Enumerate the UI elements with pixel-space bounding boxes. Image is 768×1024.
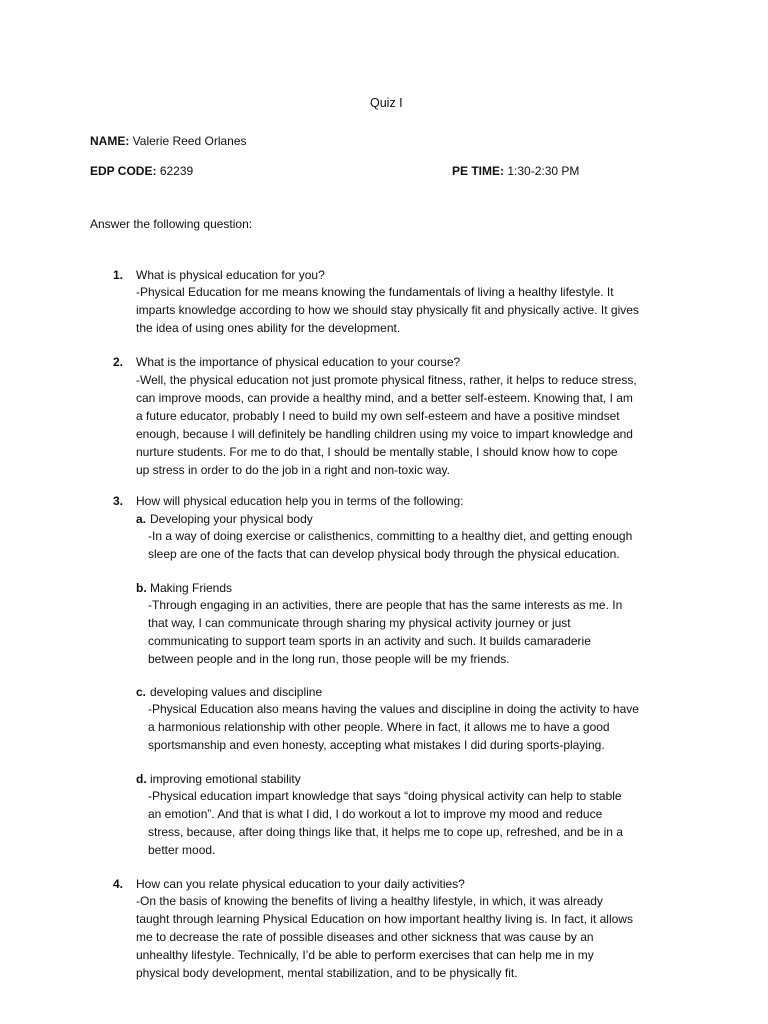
instruction-text: Answer the following question: [90,217,253,231]
answer-block [148,527,632,563]
name-value: Valerie Reed Orlanes [132,134,247,148]
answer-line: the idea of using ones ability for the development. [136,321,401,335]
answer-line: -On the basis of knowing the benefits of living a healthy lifestyle, in which, it was already [136,894,603,908]
sub-heading: Making Friends [150,581,233,595]
sub-heading: Developing your physical body [150,512,313,526]
edp-label: EDP CODE: [90,164,157,178]
name-row [90,132,247,150]
question-number: 3. [113,494,124,508]
answer-line: -Physical Education also means having the values and discipline in doing the activity to have [148,702,639,716]
pe-time-value: 1:30-2:30 PM [507,164,580,178]
question-text: How will physical education help you in terms of the following: [136,494,464,508]
sub-letter: b. [136,581,147,595]
question-text: What is physical education for you? [136,268,325,282]
question-number: 2. [113,355,124,369]
answer-line: enough, because I will definitely be handling children using my voice to impart knowledge and [136,427,633,441]
sub-letter: a. [136,512,147,526]
question-number: 4. [113,877,124,891]
answer-line: taught through learning Physical Education on how important healthy living is. In fact, it allows [136,912,633,926]
answer-block [148,596,622,668]
answer-line: a harmonious relationship with other people. Where in fact, it allows me to have a good [148,720,610,734]
pe-time-row [452,162,579,180]
answer-block [136,283,639,337]
question-text: What is the importance of physical education to your course? [136,355,461,369]
answer-block [148,700,639,754]
page-title: Quiz I [370,96,403,110]
answer-line: can improve moods, can provide a healthy mind, and a better self-esteem. Knowing that, I am [136,391,633,405]
answer-line: between people and in the long run, those people will be my friends. [148,652,510,666]
answer-block [148,787,623,859]
question-number: 1. [113,268,124,282]
sub-heading: improving emotional stability [150,772,301,786]
answer-line: better mood. [148,843,216,857]
answer-line: -Physical education impart knowledge that says “doing physical activity can help to stable [148,789,622,803]
answer-line: that way, I can communicate through sharing my physical activity journey or just [148,616,571,630]
answer-line: up stress in order to do the job in a right and non-toxic way. [136,463,450,477]
answer-line: -Well, the physical education not just promote physical fitness, rather, it helps to reduce stress, [136,373,637,387]
answer-line: sleep are one of the facts that can develop physical body through the physical education. [148,547,620,561]
pe-time-label: PE TIME: [452,164,505,178]
answer-line: an emotion”. And that is what I did, I do workout a lot to improve my mood and reduce [148,807,603,821]
answer-line: stress, because, after doing things like that, it helps me to cope up, refreshed, and be in a [148,825,623,839]
sub-heading: developing values and discipline [150,685,323,699]
answer-line: sportsmanship and even honesty, accepting what mistakes I did during sports-playing. [148,738,605,752]
answer-line: physical body development, mental stabilization, and to be physically fit. [136,966,518,980]
answer-line: me to decrease the rate of possible diseases and other sickness that was cause by an [136,930,594,944]
answer-line: communicating to support team sports in an activity and such. It builds camaraderie [148,634,591,648]
question-text: How can you relate physical education to your daily activities? [136,877,465,891]
edp-value: 62239 [159,164,194,178]
sub-letter: d. [136,772,147,786]
answer-block [136,892,633,982]
answer-block [136,371,637,479]
name-label: NAME: [90,134,130,148]
answer-line: nurture students. For me to do that, I should be mentally stable, I should know how to cope [136,445,618,459]
answer-line: -In a way of doing exercise or calisthenics, committing to a healthy diet, and getting enough [148,529,633,543]
answer-line: unhealthy lifestyle. Technically, I’d be able to perform exercises that can help me in my [136,948,594,962]
answer-line: -Physical Education for me means knowing the fundamentals of living a healthy lifestyle. It [136,285,614,299]
sub-letter: c. [136,685,147,699]
answer-line: a future educator, probably I need to build my own self-esteem and have a positive mindset [136,409,620,423]
answer-line: -Through engaging in an activities, there are people that has the same interests as me. In [148,598,623,612]
answer-line: imparts knowledge according to how we should stay physically fit and physically active. It gives [136,303,639,317]
edp-row [90,162,193,180]
